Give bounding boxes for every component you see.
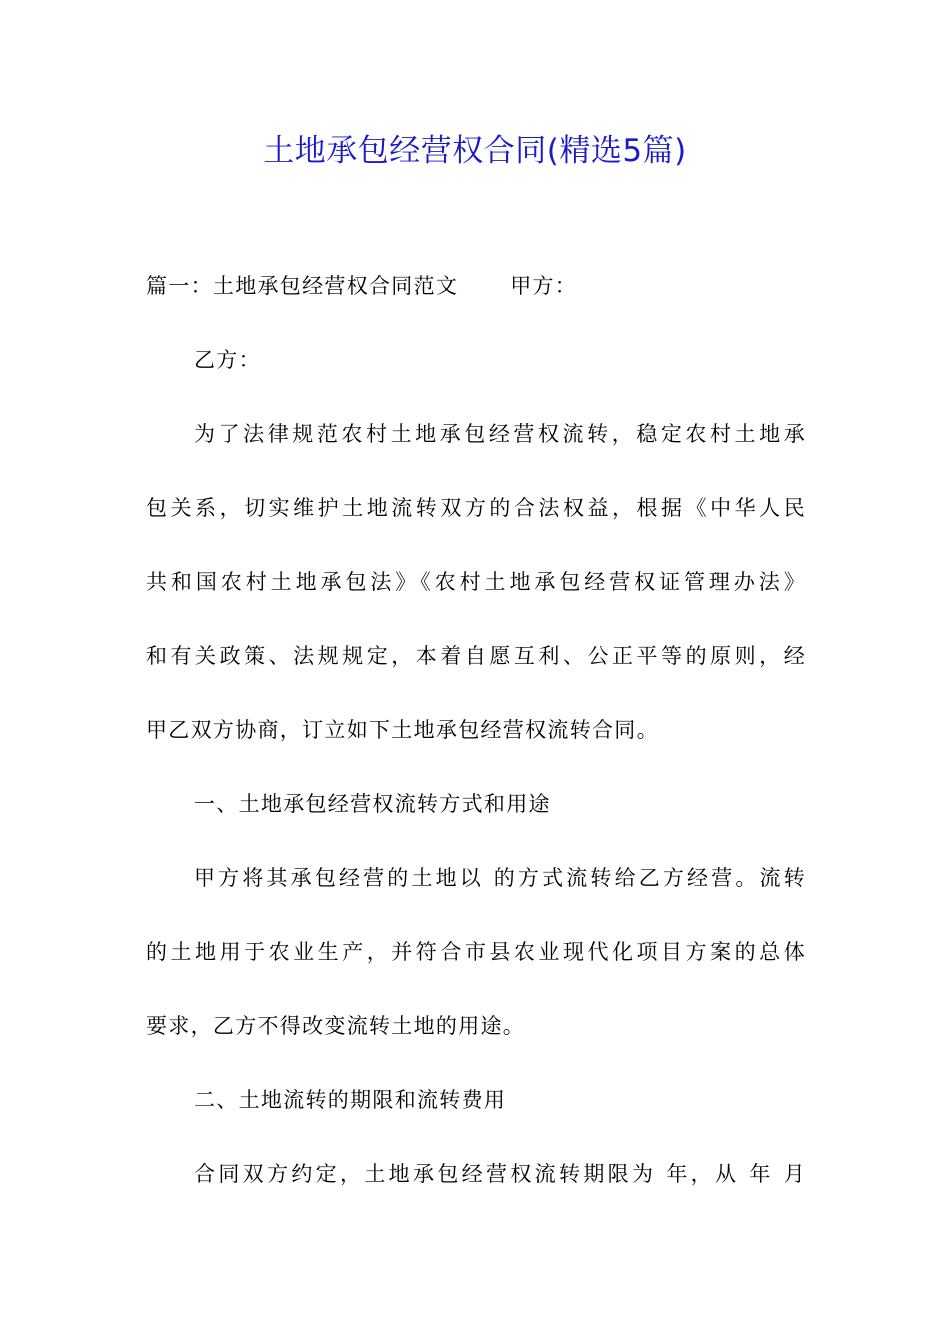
paragraph-line: 甲方将其承包经营的土地以 的方式流转给乙方经营。流转 [194,866,806,890]
document-title: 土地承包经营权合同(精选5篇) [263,133,687,169]
paragraph-line: 要求，乙方不得改变流转土地的用途。 [146,1014,526,1038]
party-b-label: 乙方： [194,348,261,372]
paragraph-line: 和有关政策、法规规定，本着自愿互利、公正平等的原则，经 [146,644,806,668]
party-a-label: 甲方： [510,274,578,298]
document-body [146,262,806,1224]
paragraph-line: 合同双方约定，土地承包经营权流转期限为 年，从 年 月 [194,1162,806,1186]
paragraph-line: 的土地用于农业生产，并符合市县农业现代化项目方案的总体 [146,940,806,964]
clause-heading: 二、土地流转的期限和流转费用 [194,1088,507,1112]
paragraph-line: 包关系，切实维护土地流转双方的合法权益，根据《中华人民 [146,496,806,520]
section-heading-line [146,262,806,310]
paragraph-line: 共和国农村土地承包法》《农村土地承包经营权证管理办法》 [146,570,806,594]
section-heading: 篇一：土地承包经营权合同范文 [146,274,459,298]
paragraph-line: 甲乙双方协商，订立如下土地承包经营权流转合同。 [146,718,659,742]
paragraph-line: 为了法律规范农村土地承包经营权流转，稳定农村土地承 [194,422,806,446]
clause-heading: 一、土地承包经营权流转方式和用途 [194,792,551,816]
